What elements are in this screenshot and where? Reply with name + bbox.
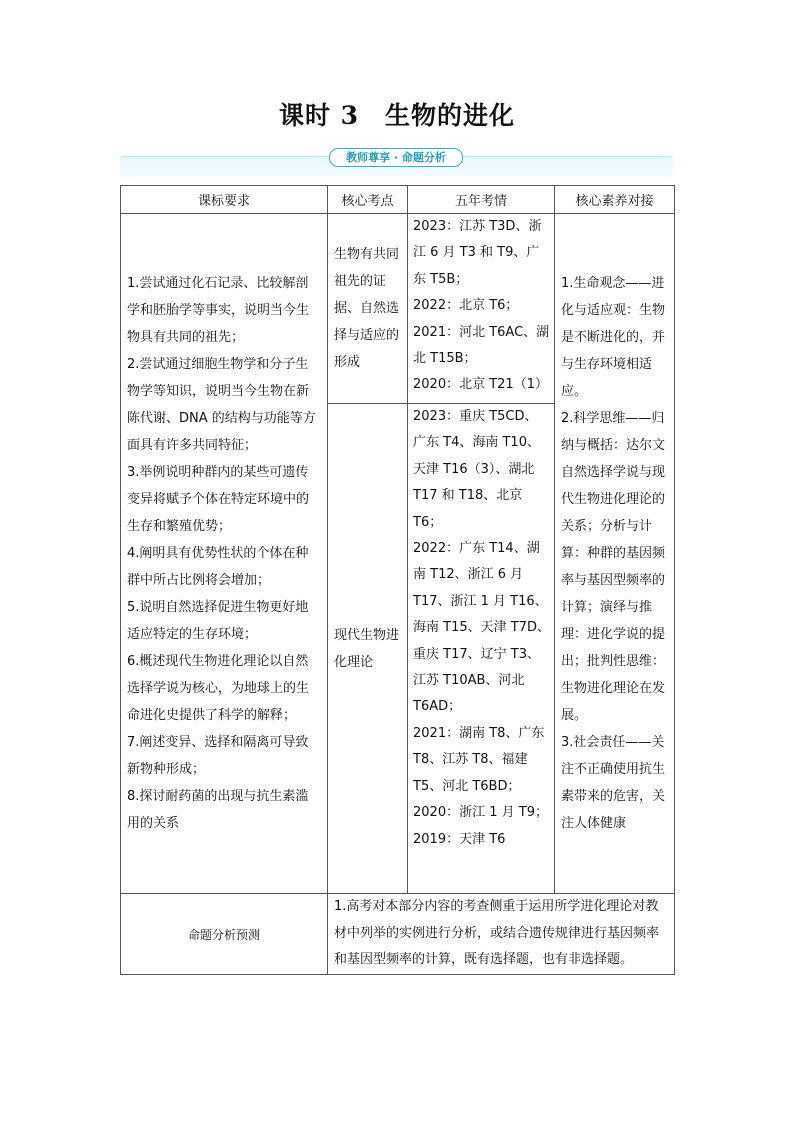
table-row — [121, 214, 675, 404]
list-item: 2020：北京 T21（1） — [413, 377, 548, 393]
page-title — [0, 96, 794, 132]
prediction-text: 1.高考对本部分内容的考查侧重于运用所学进化理论对教材中列举的实例进行分析，或结合遗传规律进行基因频率和基因型频率的计算，既有选择题，也有非选择题。 — [328, 894, 675, 975]
analysis-table — [120, 185, 675, 975]
header-points: 核心考点 — [328, 186, 408, 214]
list-item: 2023：江苏 T3D、浙江 6 月 T3 和 T9、广东 T5B； — [413, 219, 542, 287]
list-item: 1.生命观念——进化与适应观：生物是不断进化的，并与生存环境相适应。 — [561, 276, 666, 399]
header-row — [121, 186, 675, 214]
list-item: 3.举例说明种群内的某些可遗传变异将赋予个体在特定环境中的生存和繁殖优势； — [127, 465, 310, 534]
banner-label: 教师尊享 · 命题分析 — [329, 148, 463, 167]
list-item: 8.探讨耐药菌的出现与抗生素滥用的关系 — [127, 789, 309, 831]
lesson-name: 生物的进化 — [385, 101, 516, 130]
list-item: 2023：重庆 T5CD、广东 T4、海南 T10、天津 T16（3）、湖北 T17 和 T18、北京 T6； — [413, 409, 540, 530]
list-item: 1.尝试通过化石记录、比较解剖学和胚胎学等事实，说明当今生物具有共同的祖先； — [127, 276, 310, 345]
list-item: 7.阐述变异、选择和隔离可导致新物种形成； — [127, 735, 309, 777]
list-item: 2.尝试通过细胞生物学和分子生物学等知识，说明当今生物在新陈代谢、DNA 的结构与功能等方面具有许多共同特征； — [127, 357, 316, 453]
prediction-row — [121, 894, 675, 975]
header-requirements: 课标要求 — [121, 186, 328, 214]
requirements-cell — [121, 214, 328, 894]
list-item: 2020：浙江 1 月 T9； — [413, 805, 548, 821]
exam-cell-ancestry — [408, 214, 555, 404]
list-item: 2019：天津 T6 — [413, 831, 506, 847]
list-item: 2022：广东 T14、湖南 T12、浙江 6 月 T17、浙江 1 月 T16、海南 T15、天津 T7D、重庆 T17、辽宁 T3、江苏 T10AB、河北 T6AD； — [413, 541, 550, 715]
list-item: 2022：北京 T6； — [413, 298, 519, 314]
point-cell-ancestry: 生物有共同祖先的证据、自然选择与适应的形成 — [328, 214, 408, 404]
list-item: 4.阐明具有优势性状的个体在种群中所占比例将会增加； — [127, 546, 309, 588]
section-banner — [120, 148, 673, 178]
list-item: 5.说明自然选择促进生物更好地适应特定的生存环境； — [127, 600, 309, 642]
list-item: 2021：河北 T6AC、湖北 T15B； — [413, 324, 550, 367]
point-cell-theory: 现代生物进化理论 — [328, 404, 408, 894]
list-item: 3.社会责任——关注不正确使用抗生素带来的危害，关注人体健康 — [561, 735, 666, 831]
list-item: 2.科学思维——归纳与概括：达尔文自然选择学说与现代生物进化理论的关系；分析与计算：种群的基因频率与基因型频率的计算；演绎与推理：进化学说的提出；批判性思维：生物进化理论在发展。 — [561, 411, 666, 723]
header-literacy: 核心素养对接 — [555, 186, 675, 214]
header-exams: 五年考情 — [408, 186, 555, 214]
prediction-label: 命题分析预测 — [121, 894, 328, 975]
exam-cell-theory — [408, 404, 555, 894]
list-item: 2021：湖南 T8、广东 T8、江苏 T8、福建 T5、河北 T6BD； — [413, 725, 545, 794]
list-item: 6.概述现代生物进化理论以自然选择学说为核心，为地球上的生命进化史提供了科学的解释； — [127, 654, 310, 723]
literacy-cell — [555, 214, 675, 894]
lesson-number: 课时 3 — [278, 101, 360, 130]
